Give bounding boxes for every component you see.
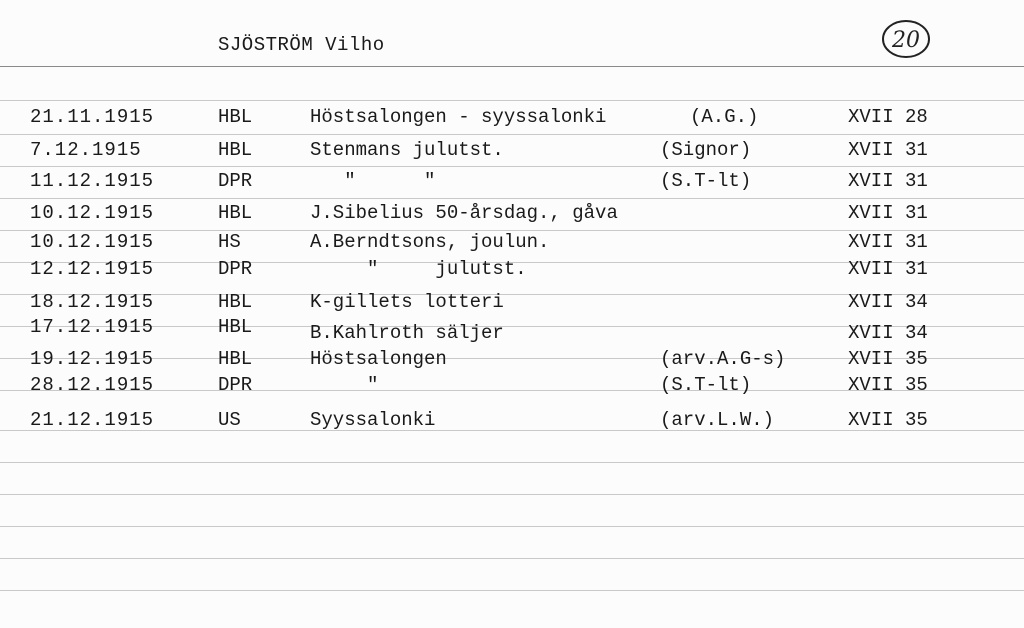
entry-date: 21.12.1915 [30, 409, 155, 431]
list-item [0, 291, 1024, 317]
list-item [0, 316, 1024, 342]
entry-author: (Signor) [660, 139, 752, 161]
entry-paper: HBL [218, 139, 253, 161]
list-item [0, 139, 1024, 165]
ruled-line [0, 558, 1024, 559]
entry-paper: HBL [218, 291, 253, 313]
ruled-line [0, 462, 1024, 463]
entry-ref: XVII 31 [848, 139, 928, 161]
list-item [0, 231, 1024, 257]
list-item [0, 202, 1024, 228]
entry-title: " julutst. [310, 258, 527, 280]
ruled-line [0, 590, 1024, 591]
entry-paper: DPR [218, 374, 253, 396]
entry-ref: XVII 34 [848, 291, 928, 313]
entry-title: Höstsalongen - syyssalonki [310, 106, 607, 128]
list-item [0, 348, 1024, 374]
entry-title: " [310, 374, 379, 396]
entry-date: 12.12.1915 [30, 258, 155, 280]
list-item [0, 409, 1024, 435]
ruled-line [0, 166, 1024, 167]
entry-title: K-gillets lotteri [310, 291, 504, 313]
entry-title: J.Sibelius 50-årsdag., gåva [310, 202, 618, 224]
list-item [0, 170, 1024, 196]
list-item [0, 106, 1024, 132]
entry-paper: HBL [218, 106, 253, 128]
entry-author: (arv.A.G-s) [660, 348, 786, 370]
ruled-line [0, 198, 1024, 199]
entry-ref: XVII 35 [848, 348, 928, 370]
ruled-line [0, 526, 1024, 527]
entry-author: (S.T-lt) [660, 374, 752, 396]
entry-date: 18.12.1915 [30, 291, 155, 313]
header-rule [0, 66, 1024, 67]
entry-paper: HBL [218, 202, 253, 224]
card-name: SJÖSTRÖM Vilho [218, 34, 385, 56]
entry-paper: HS [218, 231, 241, 253]
entry-ref: XVII 35 [848, 409, 928, 431]
ruled-line [0, 134, 1024, 135]
list-item [0, 374, 1024, 400]
entry-paper: HBL [218, 316, 253, 338]
entry-author: (S.T-lt) [660, 170, 752, 192]
entry-date: 7.12.1915 [30, 139, 142, 161]
entry-paper: DPR [218, 258, 253, 280]
entry-ref: XVII 31 [848, 202, 928, 224]
card-number-stamp [880, 18, 932, 60]
handwritten-circle-icon [880, 18, 932, 60]
entry-date: 17.12.1915 [30, 316, 155, 338]
list-item [0, 258, 1024, 284]
entry-title: " " [310, 170, 436, 192]
entry-date: 21.11.1915 [30, 106, 155, 128]
entry-ref: XVII 31 [848, 258, 928, 280]
entry-date: 10.12.1915 [30, 202, 155, 224]
ruled-line [0, 494, 1024, 495]
entry-title: Stenmans julutst. [310, 139, 504, 161]
card-number: 20 [892, 28, 920, 53]
ruled-line [0, 100, 1024, 101]
entry-date: 28.12.1915 [30, 374, 155, 396]
entry-ref: XVII 31 [848, 231, 928, 253]
entry-author: (A.G.) [690, 106, 759, 128]
entry-title: B.Kahlroth säljer [310, 322, 504, 344]
entry-date: 19.12.1915 [30, 348, 155, 370]
entry-paper: HBL [218, 348, 253, 370]
entry-title: A.Berndtsons, joulun. [310, 231, 550, 253]
entry-ref: XVII 34 [848, 322, 928, 344]
entry-date: 11.12.1915 [30, 170, 155, 192]
entry-title: Syyssalonki [310, 409, 436, 431]
entry-ref: XVII 35 [848, 374, 928, 396]
entry-paper: DPR [218, 170, 253, 192]
entry-paper: US [218, 409, 241, 431]
entry-ref: XVII 31 [848, 170, 928, 192]
entry-author: (arv.L.W.) [660, 409, 775, 431]
entry-title: Höstsalongen [310, 348, 447, 370]
entry-date: 10.12.1915 [30, 231, 155, 253]
entry-ref: XVII 28 [848, 106, 928, 128]
